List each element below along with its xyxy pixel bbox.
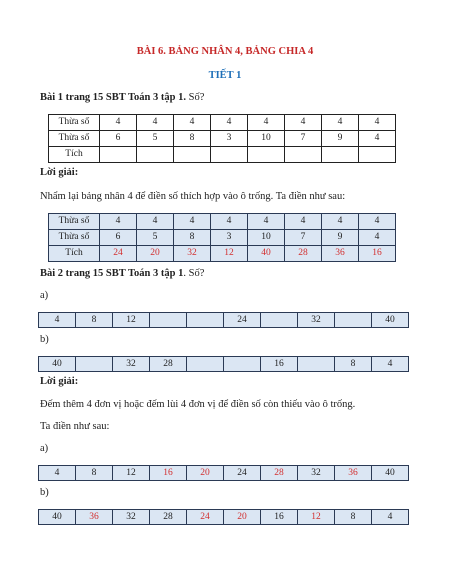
sequence-cell: 32	[113, 510, 150, 525]
table-cell: 4	[137, 214, 174, 230]
table-cell: 4	[322, 214, 359, 230]
exercise-2-answer-a-label: a)	[40, 443, 49, 454]
table-cell: 3	[211, 230, 248, 246]
row-label: Thừa số	[49, 214, 100, 230]
table-cell: 4	[174, 115, 211, 131]
exercise-2-heading	[40, 268, 204, 279]
sequence-cell: 8	[76, 313, 113, 328]
sequence-cell: 40	[372, 313, 409, 328]
sequence-cell: 28	[261, 466, 298, 481]
exercise-1-answer-label: Lời giải:	[40, 167, 79, 178]
sequence-cell: 40	[372, 466, 409, 481]
table-cell: 4	[248, 115, 285, 131]
table-cell: 6	[100, 131, 137, 147]
exercise-2-seq-b	[38, 356, 409, 372]
table-cell: 5	[137, 131, 174, 147]
sequence-cell: 32	[113, 357, 150, 372]
table-row	[49, 230, 396, 246]
sequence-cell	[224, 357, 261, 372]
table-cell: 28	[285, 246, 322, 262]
row-label: Thừa số	[49, 131, 100, 147]
table-cell: 4	[211, 115, 248, 131]
table-cell	[359, 147, 396, 163]
sequence-cell: 16	[261, 510, 298, 525]
table-cell	[137, 147, 174, 163]
sequence-cell: 36	[76, 510, 113, 525]
table-cell: 5	[137, 230, 174, 246]
exercise-1-heading	[40, 92, 204, 103]
table-cell: 4	[359, 214, 396, 230]
exercise-1-heading-rest: Số?	[185, 92, 205, 103]
table-cell: 4	[359, 230, 396, 246]
sequence-cell: 8	[76, 466, 113, 481]
table-cell	[174, 147, 211, 163]
sequence-cell	[76, 357, 113, 372]
exercise-1-answer-text: Nhẩm lại bảng nhân 4 để điền số thích hợp vào ô trống. Ta điền như sau:	[40, 191, 346, 202]
table-cell: 4	[174, 214, 211, 230]
table-cell: 4	[137, 115, 174, 131]
sequence-cell: 12	[298, 510, 335, 525]
sequence-cell: 28	[150, 357, 187, 372]
sequence-cell: 8	[335, 357, 372, 372]
table-cell: 16	[359, 246, 396, 262]
exercise-2-b-label: b)	[40, 334, 49, 345]
sequence-cell: 24	[187, 510, 224, 525]
table-cell: 10	[248, 131, 285, 147]
table-cell: 9	[322, 230, 359, 246]
exercise-2-heading-rest: . Số?	[183, 268, 205, 279]
table-cell	[211, 147, 248, 163]
sequence-cell: 28	[150, 510, 187, 525]
table-row	[49, 246, 396, 262]
exercise-2-answer-label: Lời giải:	[40, 376, 79, 387]
sequence-cell: 40	[39, 510, 76, 525]
row-label: Thừa số	[49, 115, 100, 131]
table-cell: 9	[322, 131, 359, 147]
sequence-cell	[261, 313, 298, 328]
sequence-cell: 4	[39, 313, 76, 328]
table-row	[49, 147, 396, 163]
sequence-cell	[187, 357, 224, 372]
exercise-2-answer-b-label: b)	[40, 487, 49, 498]
exercise-1-heading-bold: Bài 1 trang 15 SBT Toán 3 tập 1.	[40, 92, 186, 103]
table-cell: 4	[322, 115, 359, 131]
table-cell: 4	[359, 131, 396, 147]
table-row	[49, 131, 396, 147]
sequence-cell: 40	[39, 357, 76, 372]
sequence-cell: 12	[113, 466, 150, 481]
table-cell: 4	[359, 115, 396, 131]
table-cell: 12	[211, 246, 248, 262]
sequence-cell: 24	[224, 466, 261, 481]
exercise-2-answer-text: Đếm thêm 4 đơn vị hoặc đếm lùi 4 đơn vị để điền số còn thiếu vào ô trống.	[40, 399, 356, 410]
table-cell: 3	[211, 131, 248, 147]
table-cell	[322, 147, 359, 163]
table-cell: 32	[174, 246, 211, 262]
table-cell: 8	[174, 230, 211, 246]
exercise-2-a-label: a)	[40, 290, 49, 301]
exercise-1-answer-table	[48, 213, 396, 262]
sequence-cell	[187, 313, 224, 328]
page-title: BÀI 6. BẢNG NHÂN 4, BẢNG CHIA 4	[136, 46, 314, 57]
table-cell: 36	[322, 246, 359, 262]
exercise-2-seq-a	[38, 312, 409, 328]
sequence-cell: 4	[372, 357, 409, 372]
table-cell: 4	[285, 214, 322, 230]
sequence-cell	[150, 313, 187, 328]
table-row	[49, 115, 396, 131]
exercise-2-heading-bold: Bài 2 trang 15 SBT Toán 3 tập 1	[40, 268, 184, 279]
table-cell: 7	[285, 230, 322, 246]
sequence-cell: 32	[298, 466, 335, 481]
section-subtitle: TIẾT 1	[208, 70, 242, 81]
sequence-cell: 8	[335, 510, 372, 525]
sequence-cell	[335, 313, 372, 328]
sequence-cell: 12	[113, 313, 150, 328]
sequence-cell: 16	[150, 466, 187, 481]
table-cell: 4	[100, 115, 137, 131]
table-cell: 10	[248, 230, 285, 246]
table-row	[49, 214, 396, 230]
table-cell: 7	[285, 131, 322, 147]
table-cell: 40	[248, 246, 285, 262]
exercise-2-answer-seq-a	[38, 465, 409, 481]
table-cell: 4	[100, 214, 137, 230]
table-cell: 20	[137, 246, 174, 262]
table-cell	[248, 147, 285, 163]
exercise-2-answer-text2: Ta điền như sau:	[40, 421, 110, 432]
sequence-cell: 20	[187, 466, 224, 481]
table-cell: 4	[248, 214, 285, 230]
table-cell: 24	[100, 246, 137, 262]
table-cell: 4	[211, 214, 248, 230]
sequence-cell: 24	[224, 313, 261, 328]
sequence-cell: 4	[372, 510, 409, 525]
row-label: Thừa số	[49, 230, 100, 246]
sequence-cell: 20	[224, 510, 261, 525]
sequence-cell: 36	[335, 466, 372, 481]
row-label: Tích	[49, 147, 100, 163]
exercise-1-table	[48, 114, 396, 163]
sequence-cell: 32	[298, 313, 335, 328]
table-cell: 8	[174, 131, 211, 147]
table-cell: 6	[100, 230, 137, 246]
sequence-cell	[298, 357, 335, 372]
exercise-2-answer-seq-b	[38, 509, 409, 525]
table-cell	[285, 147, 322, 163]
table-cell: 4	[285, 115, 322, 131]
sequence-cell: 16	[261, 357, 298, 372]
sequence-cell: 4	[39, 466, 76, 481]
row-label: Tích	[49, 246, 100, 262]
table-cell	[100, 147, 137, 163]
